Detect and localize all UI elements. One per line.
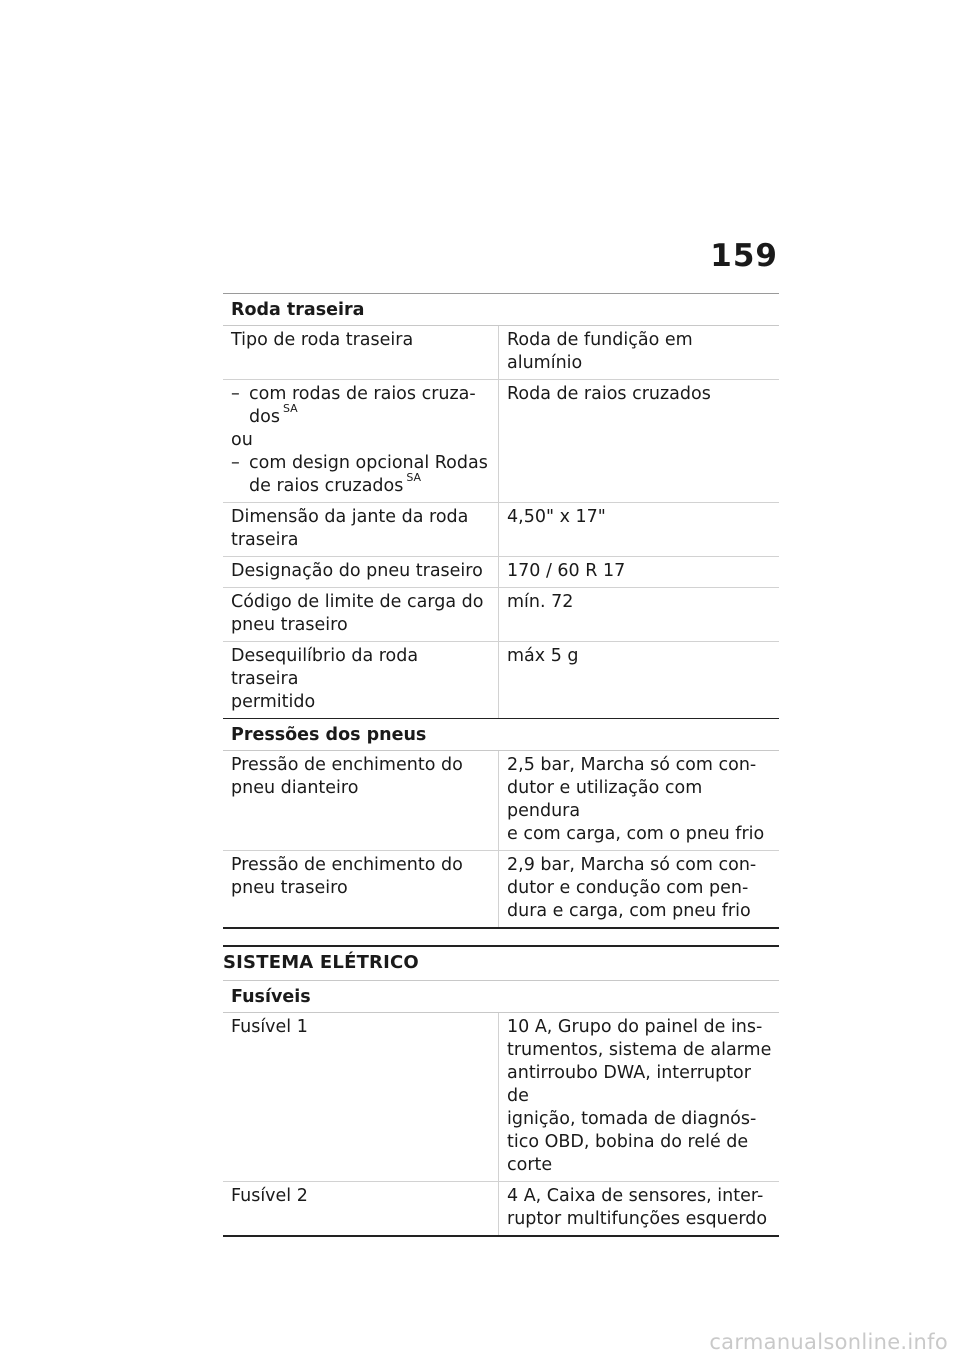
special-accessory-mark: SA: [282, 402, 298, 416]
value-line: antirroubo DWA, interruptor de: [507, 1063, 751, 1106]
table-row: [223, 1182, 779, 1235]
watermark-text: carmanualsonline.info: [709, 1330, 948, 1354]
row-value: máx 5 g: [507, 646, 579, 666]
value-line: 2,9 bar, Marcha só com con-: [507, 855, 757, 875]
label-line: Código de limite de carga do: [231, 592, 484, 612]
option-item: [231, 452, 490, 498]
row-label: [223, 588, 499, 641]
value-line: corte: [507, 1155, 553, 1175]
value-line: tico OBD, bobina do relé de: [507, 1132, 749, 1152]
row-label: [223, 503, 499, 556]
value-line: dura e carga, com pneu frio: [507, 901, 751, 921]
row-value: Roda de fundição em alumínio: [507, 330, 693, 373]
row-value: [499, 1013, 779, 1181]
table-row: [223, 1013, 779, 1182]
table-row: [223, 851, 779, 927]
row-value: [499, 1182, 779, 1235]
table-row: [223, 751, 779, 851]
option-text: dos: [249, 407, 280, 427]
fuses-heading: Fusíveis: [223, 981, 779, 1013]
option-item: [231, 383, 490, 429]
row-label: [223, 642, 499, 718]
row-label: [223, 380, 499, 502]
row-value: Roda de raios cruzados: [507, 384, 711, 404]
label-line: pneu traseiro: [231, 878, 348, 898]
value-line: ignição, tomada de diagnós-: [507, 1109, 757, 1129]
or-text: ou: [231, 430, 253, 450]
label-line: Pressão de enchimento do: [231, 755, 463, 775]
row-label: Fusível 2: [223, 1182, 499, 1235]
label-line: pneu traseiro: [231, 615, 348, 635]
label-line: permitido: [231, 692, 316, 712]
row-value: 170 / 60 R 17: [507, 561, 626, 581]
row-label: Designação do pneu traseiro: [223, 557, 499, 587]
row-label: Fusível 1: [223, 1013, 499, 1181]
option-text: com design opcional Rodas: [249, 453, 488, 473]
value-line: e com carga, com o pneu frio: [507, 824, 765, 844]
option-text: de raios cruzados: [249, 476, 404, 496]
special-accessory-mark: SA: [406, 471, 422, 485]
table-row: [223, 642, 779, 718]
rear-wheel-heading: Roda traseira: [223, 294, 779, 326]
table-row: [223, 380, 779, 503]
table-row: [223, 503, 779, 557]
value-line: dutor e utilização com pendura: [507, 778, 703, 821]
rear-wheel-table: [223, 293, 779, 718]
table-row: [223, 557, 779, 588]
tyre-pressure-table: [223, 718, 779, 929]
tyre-pressure-heading: Pressões dos pneus: [223, 719, 779, 751]
label-line: pneu dianteiro: [231, 778, 359, 798]
option-text: [249, 471, 490, 498]
table-row: [223, 588, 779, 642]
value-line: dutor e condução com pen-: [507, 878, 749, 898]
value-line: 4 A, Caixa de sensores, inter-: [507, 1186, 764, 1206]
dash-marker: –: [231, 453, 240, 473]
value-line: 2,5 bar, Marcha só com con-: [507, 755, 757, 775]
row-label: [223, 751, 499, 850]
value-line: trumentos, sistema de alarme: [507, 1040, 772, 1060]
row-value: mín. 72: [507, 592, 574, 612]
label-line: traseira: [231, 530, 299, 550]
label-line: Desequilíbrio da roda traseira: [231, 646, 419, 689]
value-line: ruptor multifunções esquerdo: [507, 1209, 768, 1229]
row-value: [499, 851, 779, 927]
fuses-table: [223, 980, 779, 1237]
option-text: com rodas de raios cruza-: [249, 384, 476, 404]
row-label: [223, 851, 499, 927]
option-text: [249, 402, 490, 429]
table-row: [223, 326, 779, 380]
value-line: 10 A, Grupo do painel de ins-: [507, 1017, 763, 1037]
chapter-heading: SISTEMA ELÉTRICO: [223, 945, 779, 980]
label-line: Dimensão da jante da roda: [231, 507, 469, 527]
spec-content: [223, 293, 779, 1237]
dash-marker: –: [231, 384, 240, 404]
row-value: 4,50" x 17": [507, 507, 606, 527]
page-number: 159: [710, 238, 778, 274]
row-label: Tipo de roda traseira: [223, 326, 499, 379]
label-line: Pressão de enchimento do: [231, 855, 463, 875]
row-value: [499, 751, 779, 850]
